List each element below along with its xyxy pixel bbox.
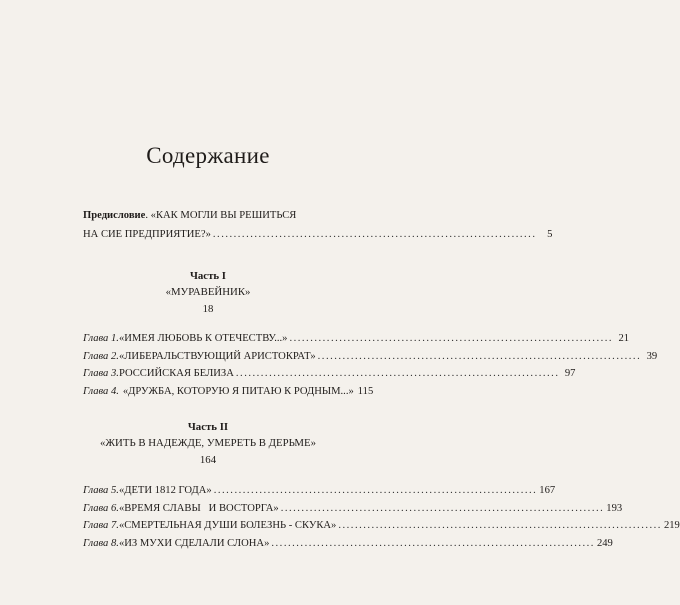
toc-entry: [83, 368, 576, 379]
toc-entry: [83, 538, 613, 549]
page-number: 97: [564, 368, 576, 379]
chapter-label: Глава 8.: [83, 538, 119, 549]
page-number: 249: [596, 538, 613, 549]
preface-line-1: [83, 210, 296, 221]
page-number: 167: [539, 485, 556, 496]
dot-leader: ..............................................................................: [280, 503, 605, 514]
part-title: «МУРАВЕЙНИК»: [165, 286, 251, 298]
chapter-label: Глава 2.: [83, 351, 119, 362]
chapter-title: «СМЕРТЕЛЬНАЯ ДУШИ БОЛЕЗНЬ - СКУКА»: [118, 520, 337, 531]
dot-leader: ..............................................................................: [271, 538, 595, 549]
page-number: 39: [646, 351, 658, 362]
dot-leader: ..............................................................................: [317, 351, 642, 362]
chapter-label: Глава 4.: [83, 386, 119, 397]
chapter-label: Глава 1.: [83, 333, 119, 344]
page-number: 115: [357, 386, 374, 397]
chapter-label: Глава 5.: [83, 485, 119, 496]
chapter-title: РОССИЙСКАЯ БЕЛИЗА: [118, 368, 234, 379]
toc-entry: [83, 503, 623, 514]
part-heading: Часть II: [187, 421, 229, 433]
page-number: 5: [547, 229, 553, 240]
chapter-title: «ИЗ МУХИ СДЕЛАЛИ СЛОНА»: [118, 538, 270, 549]
dot-leader: ..............................................................................: [338, 520, 662, 531]
toc-entry: [83, 485, 556, 496]
chapter-title: «ДРУЖБА, КОТОРУЮ Я ПИТАЮ К РОДНЫМ...»: [122, 386, 354, 397]
chapter-title: «ЛИБЕРАЛЬСТВУЮЩИЙ АРИСТОКРАТ»: [118, 351, 316, 362]
toc-entry: [83, 386, 373, 397]
page-number: 21: [618, 333, 630, 344]
chapter-title: «ИМЕЯ ЛЮБОВЬ К ОТЕЧЕСТВУ...»: [118, 333, 288, 344]
part-heading: Часть I: [189, 270, 227, 282]
preface-title-line-2: НА СИЕ ПРЕДПРИЯТИЕ?»: [83, 229, 211, 240]
page-title: Содержание: [146, 143, 270, 168]
chapter-label: Глава 6.: [83, 503, 119, 514]
preface-title-line-1: . «КАК МОГЛИ ВЫ РЕШИТЬСЯ: [145, 210, 297, 221]
page-number: 219: [663, 520, 680, 531]
part-page: 164: [199, 454, 217, 466]
part-page: 18: [202, 303, 214, 315]
preface-label: Предисловие: [83, 210, 146, 221]
dot-leader: ..............................................................................: [289, 333, 614, 344]
toc-entry: [83, 520, 680, 531]
dot-leader: ..............................................................................: [213, 485, 538, 496]
toc-entry: [83, 351, 658, 362]
page-number: 193: [606, 503, 623, 514]
chapter-title: «ДЕТИ 1812 ГОДА»: [118, 485, 212, 496]
dot-leader: ..............................................................................: [212, 229, 537, 240]
part-title: «ЖИТЬ В НАДЕЖДЕ, УМЕРЕТЬ В ДЕРЬМЕ»: [99, 437, 316, 449]
preface-line-2: [83, 229, 553, 240]
chapter-label: Глава 7.: [83, 520, 119, 531]
chapter-label: Глава 3.: [83, 368, 119, 379]
toc-entry: [83, 333, 630, 344]
chapter-title: «ВРЕМЯ СЛАВЫ И ВОСТОРГА»: [118, 503, 279, 514]
dot-leader: ..............................................................................: [235, 368, 560, 379]
